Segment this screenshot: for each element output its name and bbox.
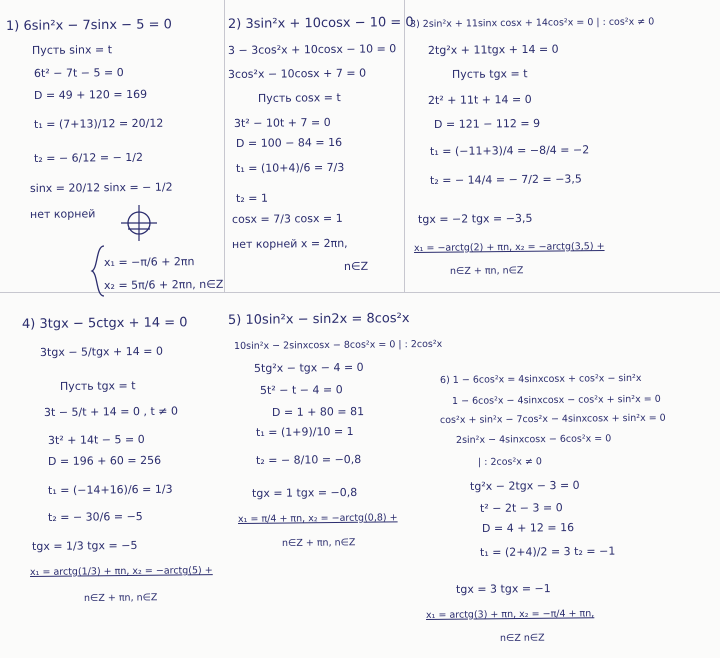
problem-1-root: x₂ = 5π/6 + 2πn, n∈Z xyxy=(103,277,224,292)
problem-2-line: нет корней x = 2πn, xyxy=(231,236,348,251)
problem-3-equation: 3) 2sin²x + 11sinx cosx + 14cos²x = 0 | : cos²x ≠ 0 xyxy=(409,16,655,30)
problem-6-line: 1 − 6cos²x − 4sinxcosx − cos²x + sin²x = 0 xyxy=(451,393,661,407)
problem-1-line: D = 49 + 120 = 169 xyxy=(33,87,148,102)
problem-5-line: 5t² − t − 4 = 0 xyxy=(259,383,343,397)
problem-2-line: n∈Z xyxy=(343,259,369,273)
problem-2-equation: 2) 3sin²x + 10cosx − 10 = 0 xyxy=(227,15,414,32)
problem-5-line: 10sin²x − 2sinxcosx − 8cos²x = 0 | : 2cos²x xyxy=(233,338,443,352)
problem-4-line: 3t − 5/t + 14 = 0 , t ≠ 0 xyxy=(43,404,179,419)
problem-6-line: n∈Z n∈Z xyxy=(499,632,545,644)
problem-3-line: 2t² + 11t + 14 = 0 xyxy=(427,92,532,107)
problem-2-line: 3cos²x − 10cosx + 7 = 0 xyxy=(227,66,367,81)
problem-2-line: t₂ = 1 xyxy=(235,191,269,205)
unit-circle-icon xyxy=(119,203,159,243)
problem-1-line: 6t² − 7t − 5 = 0 xyxy=(33,66,124,80)
problem-1-line: sinx = 20/12 sinx = − 1/2 xyxy=(29,180,173,195)
problem-2-line: D = 100 − 84 = 16 xyxy=(235,135,343,150)
horizontal-divider xyxy=(0,292,720,293)
problem-5-line: 5tg²x − tgx − 4 = 0 xyxy=(253,360,364,375)
problem-4-line: t₂ = − 30/6 = −5 xyxy=(47,510,143,524)
problem-5-line: D = 1 + 80 = 81 xyxy=(271,405,365,419)
problem-4-line: tgx = 1/3 tgx = −5 xyxy=(31,538,138,553)
problem-4-line: 3t² + 14t − 5 = 0 xyxy=(47,432,145,447)
problem-3-line: t₂ = − 14/4 = − 7/2 = −3,5 xyxy=(429,172,582,187)
problem-4-line: 3tgx − 5/tgx + 14 = 0 xyxy=(39,344,164,359)
problem-1-line: Пусть sinx = t xyxy=(31,43,113,57)
problem-3-line: n∈Z + πn, n∈Z xyxy=(449,265,524,277)
problem-5-line: x₁ = π/4 + πn, x₂ = −arctg(0,8) + xyxy=(237,512,398,525)
problem-6-line: D = 4 + 12 = 16 xyxy=(481,521,575,535)
problem-5-line: n∈Z + πn, n∈Z xyxy=(281,537,356,549)
problem-3-line: tgx = −2 tgx = −3,5 xyxy=(417,211,533,226)
problem-2-line: 3 − 3cos²x + 10cosx − 10 = 0 xyxy=(227,42,397,57)
problem-2-line: Пусть cosx = t xyxy=(257,91,341,105)
problem-1-equation: 1) 6sin²x − 7sinx − 5 = 0 xyxy=(5,17,172,34)
vertical-divider xyxy=(404,0,405,292)
problem-4-line: Пусть tgx = t xyxy=(59,379,136,393)
problem-6-line: 2sin²x − 4sinxcosx − 6cos²x = 0 xyxy=(455,433,612,446)
problem-4-line: x₁ = arctg(1/3) + πn, x₂ = −arctg(5) + xyxy=(29,565,213,578)
problem-6-line: x₁ = arctg(3) + πn, x₂ = −π/4 + πn, xyxy=(425,608,595,621)
problem-1-line: нет корней xyxy=(29,207,96,221)
problem-2-line: cosx = 7/3 cosx = 1 xyxy=(231,211,343,226)
problem-6-line: t₁ = (2+4)/2 = 3 t₂ = −1 xyxy=(479,544,616,559)
problem-5-equation: 5) 10sin²x − sin2x = 8cos²x xyxy=(227,311,410,328)
problem-6-line: tgx = 3 tgx = −1 xyxy=(455,582,551,596)
problem-2-line: 3t² − 10t + 7 = 0 xyxy=(233,115,331,130)
problem-3-line: t₁ = (−11+3)/4 = −8/4 = −2 xyxy=(429,143,590,158)
problem-5-line: t₁ = (1+9)/10 = 1 xyxy=(255,424,354,439)
problem-1-root: x₁ = −π/6 + 2πn xyxy=(103,255,195,269)
problem-6-line: cos²x + sin²x − 7cos²x − 4sinxcosx + sin²x = 0 xyxy=(439,412,666,426)
problem-5-line: tgx = 1 tgx = −0,8 xyxy=(251,485,358,500)
problem-3-line: D = 121 − 112 = 9 xyxy=(433,116,541,131)
problem-4-line: n∈Z + πn, n∈Z xyxy=(83,592,158,604)
problem-1-line: t₁ = (7+13)/12 = 20/12 xyxy=(33,116,164,131)
vertical-divider xyxy=(224,0,225,292)
problem-6-equation: 6) 1 − 6cos²x = 4sinxcosx + cos²x − sin²x xyxy=(439,372,642,386)
problem-4-line: t₁ = (−14+16)/6 = 1/3 xyxy=(47,482,173,497)
problem-4-line: D = 196 + 60 = 256 xyxy=(47,453,162,468)
problem-1-line: t₂ = − 6/12 = − 1/2 xyxy=(33,150,144,165)
problem-3-line: 2tg²x + 11tgx + 14 = 0 xyxy=(427,42,559,57)
problem-2-line: t₁ = (10+4)/6 = 7/3 xyxy=(235,160,345,175)
problem-6-line: t² − 2t − 3 = 0 xyxy=(479,501,563,515)
problem-3-line: x₁ = −arctg(2) + πn, x₂ = −arctg(3,5) + xyxy=(413,241,605,254)
problem-6-line: tg²x − 2tgx − 3 = 0 xyxy=(469,478,580,493)
problem-5-line: t₂ = − 8/10 = −0,8 xyxy=(255,452,362,467)
problem-3-line: Пусть tgx = t xyxy=(451,67,528,81)
problem-4-equation: 4) 3tgx − 5ctgx + 14 = 0 xyxy=(21,315,188,332)
problem-6-line: | : 2cos²x ≠ 0 xyxy=(477,456,543,468)
